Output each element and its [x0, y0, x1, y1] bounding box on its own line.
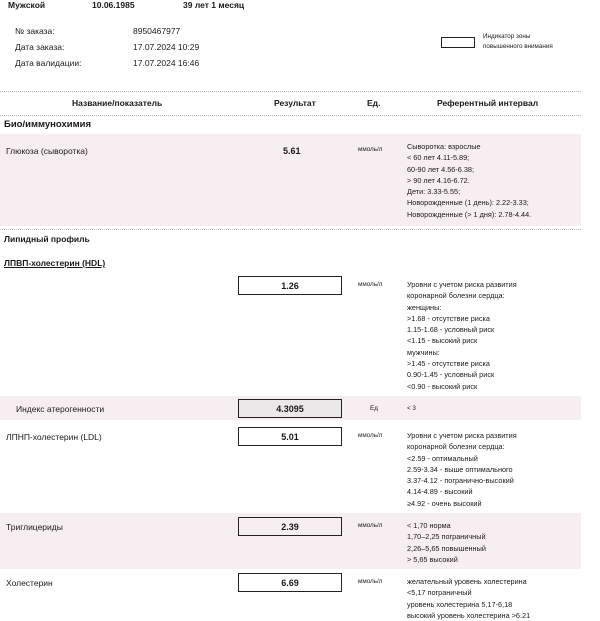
order-number-label: № заказа:: [15, 26, 55, 36]
attention-indicator-box: [441, 37, 475, 48]
validation-date-label: Дата валидации:: [15, 58, 82, 68]
patient-age: 39 лет 1 месяц: [183, 0, 245, 10]
section-lipid-profile: Липидный профиль: [4, 234, 90, 244]
legend-line-2: повышенного внимания: [483, 43, 553, 50]
tg-result: 2.39: [238, 517, 342, 536]
tg-reference: < 1,70 норма 1,70–2,25 пограничный 2,26–5,65 повышенный > 5,65 высокий: [407, 521, 486, 564]
header-unit: Ед.: [367, 98, 381, 108]
header-bottom-divider: [0, 115, 581, 116]
lipid-divider: [0, 229, 581, 230]
atherogenic-name: Индекс атерогенности: [16, 404, 105, 414]
chol-name: Холестерин: [6, 578, 53, 588]
atherogenic-reference: < 3: [407, 405, 416, 412]
section-biochemistry: Био/иммунохимия: [4, 119, 92, 130]
hdl-name: ЛПВП-холестерин (HDL): [4, 258, 106, 268]
hdl-reference: Уровни с учетом риска развития коронарной болезни сердца: женщины: >1.68 - отсутствие риска 1.15-1.68 - условный риск <1.15 - высокий риск мужчины: >1.45 - отсутствие риска 0.90-1.45 - условный риск <0.90 - высокий риск: [407, 280, 517, 391]
chol-result: 6.69: [238, 573, 342, 592]
header-name: Название/показатель: [72, 98, 163, 108]
patient-dob: 10.06.1985: [92, 0, 135, 10]
glucose-unit: ммоль/л: [358, 146, 383, 153]
glucose-result: 5.61: [283, 146, 301, 156]
atherogenic-result: 4.3095: [238, 399, 342, 418]
header-top-divider: [0, 91, 581, 92]
header-reference: Референтный интервал: [437, 98, 539, 108]
ldl-unit: ммоль/л: [358, 432, 383, 439]
validation-date: 17.07.2024 16:46: [133, 58, 200, 68]
tg-name: Триглицериды: [6, 522, 63, 532]
order-date-label: Дата заказа:: [15, 42, 65, 52]
chol-reference: желательный уровень холестерина <5,17 пограничный уровень холестерина 5,17-6,18 высокий уровень холестерина >6.21: [407, 577, 531, 620]
hdl-unit: ммоль/л: [358, 281, 383, 288]
hdl-result: 1.26: [238, 276, 342, 295]
ldl-reference: Уровни с учетом риска развития коронарной болезни сердца: <2.59 - оптимальный 2.59-3.34 - выше оптимального 3.37-4.12 - погранично-высокий 4.14-4.89 - высокий ≥4.92 - очень высокий: [407, 431, 517, 508]
header-result: Результат: [274, 98, 316, 108]
ldl-name: ЛПНП-холестерин (LDL): [6, 432, 102, 442]
order-number: 8950467977: [133, 26, 181, 36]
ldl-result: 5.01: [238, 427, 342, 446]
glucose-name: Глюкоза (сыворотка): [6, 146, 88, 156]
chol-unit: ммоль/л: [358, 578, 383, 585]
order-date: 17.07.2024 10:29: [133, 42, 200, 52]
tg-unit: ммоль/л: [358, 522, 383, 529]
patient-sex: Мужской: [8, 0, 46, 10]
glucose-reference: Сыворотка: взрослые < 60 лет 4.11-5.89; 60-90 лет 4.56-6.38; > 90 лет 4.16-6.72. Дети: 3.33-5.55; Новорожденные (1 день): 2.22-3.33; Новорожденные (> 1 дня): 2.78-4.44.: [407, 142, 532, 219]
legend-line-1: Индикатор зоны: [483, 33, 531, 40]
atherogenic-unit: Ед: [370, 405, 378, 412]
